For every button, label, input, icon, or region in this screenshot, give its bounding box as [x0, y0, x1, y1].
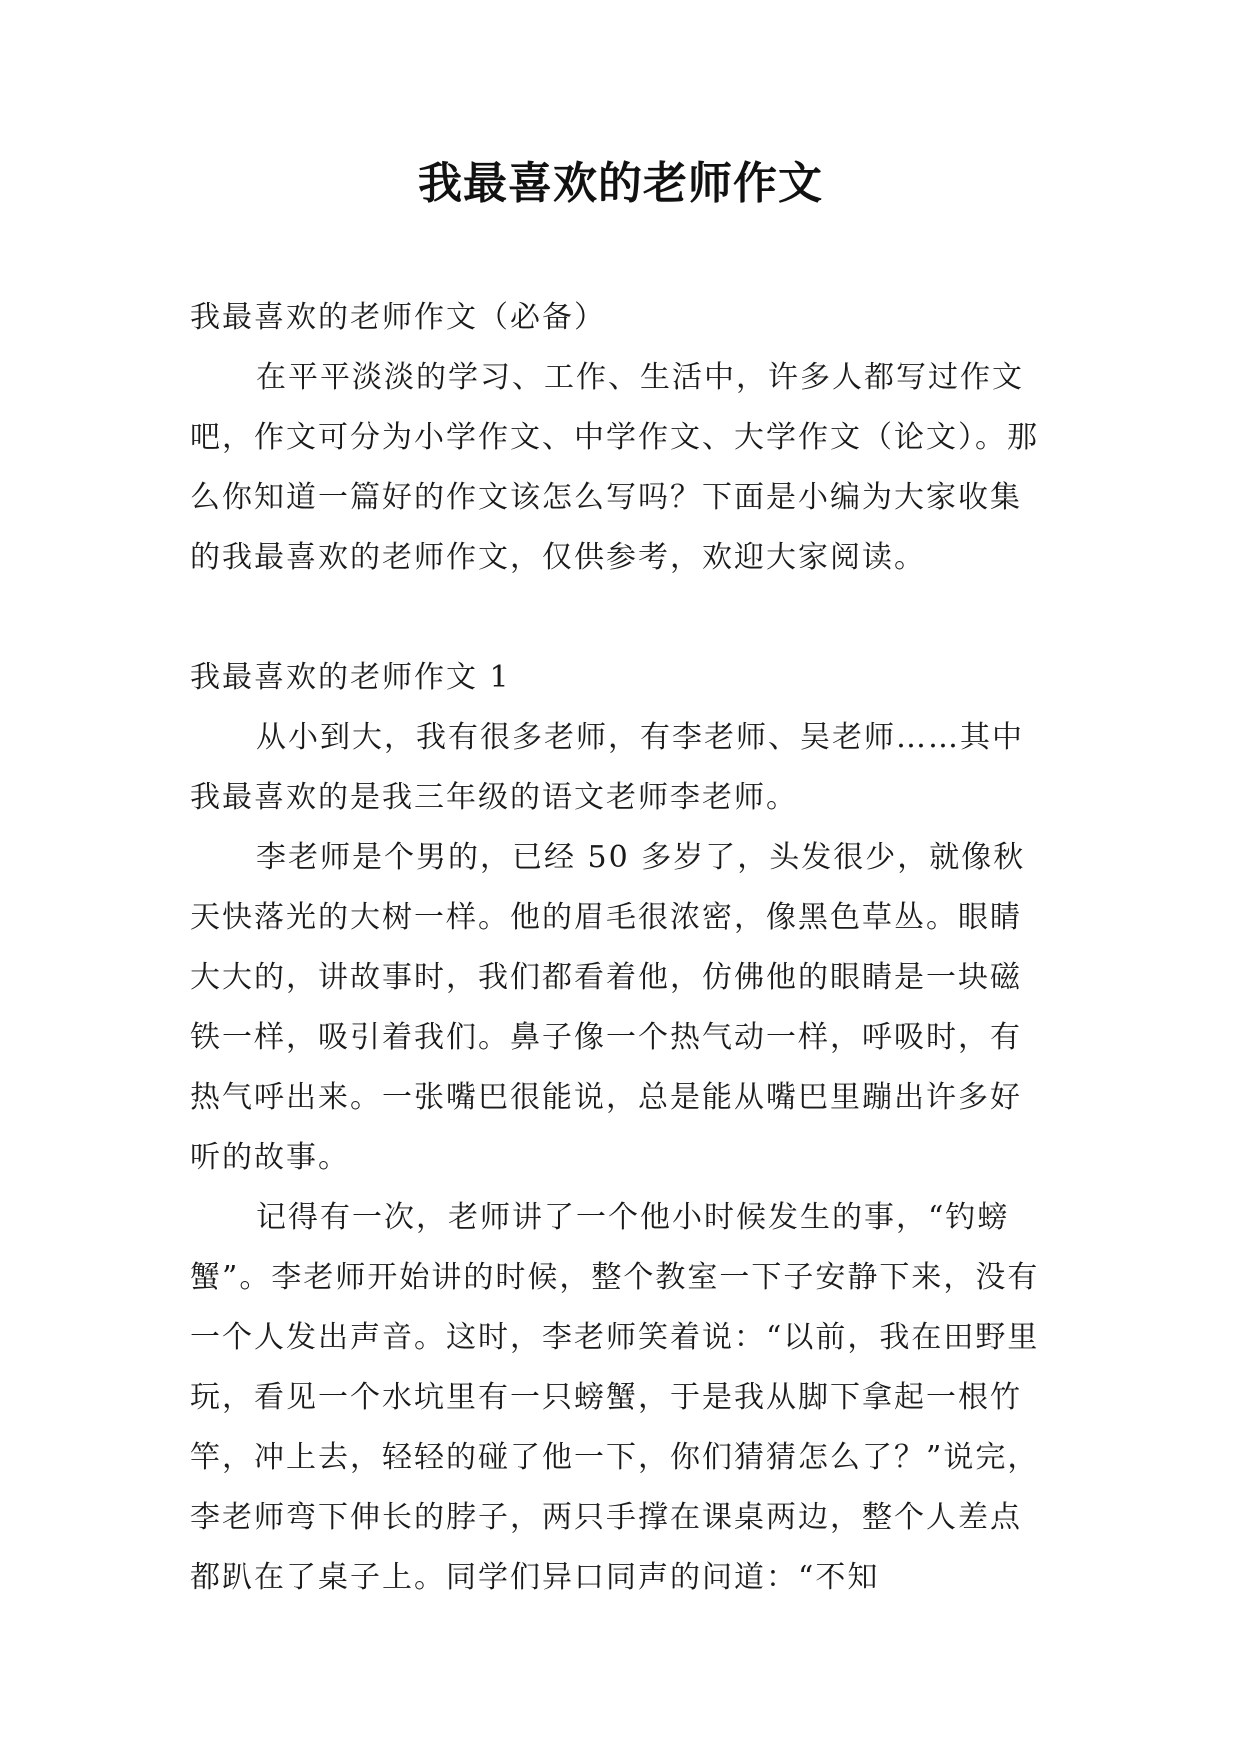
section-spacer: [190, 588, 1050, 648]
document-body: [190, 288, 1050, 1608]
body-paragraph-3: 记得有一次，老师讲了一个他小时候发生的事，“钓螃蟹”。李老师开始讲的时候，整个教室一下子安静下来，没有一个人发出声音。这时，李老师笑着说：“以前，我在田野里玩，看见一个水坑里有一只螃蟹，于是我从脚下拿起一根竹竿，冲上去，轻轻的碰了他一下，你们猜猜怎么了？”说完，李老师弯下伸长的脖子，两只手撑在课桌两边，整个人差点都趴在了桌子上。同学们异口同声的问道：“不知: [190, 1200, 1040, 1595]
document-title: 我最喜欢的老师作文: [418, 158, 823, 209]
body-paragraph-2: 李老师是个男的，已经 50 多岁了，头发很少，就像秋天快落光的大树一样。他的眉毛很浓密，像黑色草丛。眼睛大大的，讲故事时，我们都看着他，仿佛他的眼睛是一块磁铁一样，吸引着我们。鼻子像一个热气动一样，呼吸时，有热气呼出来。一张嘴巴很能说，总是能从嘴巴里蹦出许多好听的故事。: [190, 840, 1026, 1175]
intro-paragraph: 在平平淡淡的学习、工作、生活中，许多人都写过作文吧，作文可分为小学作文、中学作文、大学作文（论文）。那么你知道一篇好的作文该怎么写吗？下面是小编为大家收集的我最喜欢的老师作文，仅供参考，欢迎大家阅读。: [190, 360, 1039, 575]
document-subtitle: 我最喜欢的老师作文（必备）: [190, 300, 606, 335]
section-heading: 我最喜欢的老师作文 1: [190, 660, 511, 695]
body-paragraph-1: 从小到大，我有很多老师，有李老师、吴老师……其中我最喜欢的是我三年级的语文老师李老师。: [190, 720, 1024, 815]
